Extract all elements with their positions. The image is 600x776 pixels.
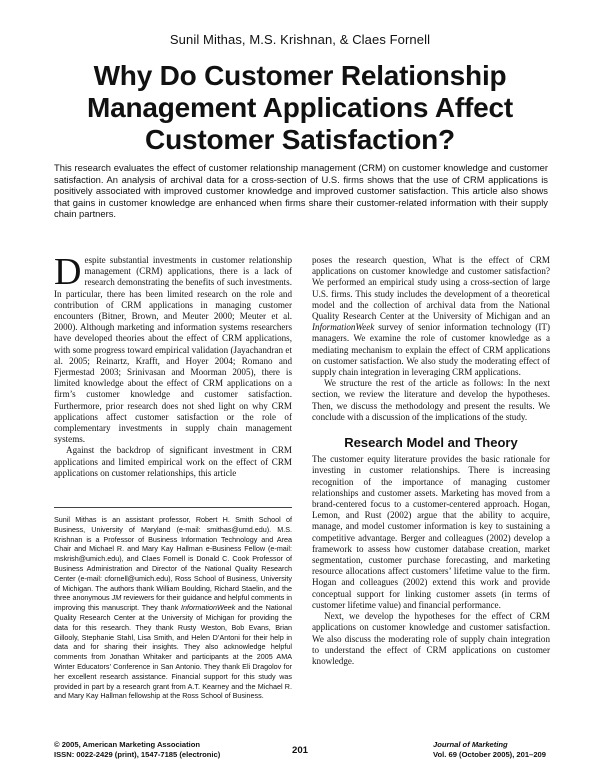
body-paragraph: Next, we develop the hypotheses for the effect of CRM applications on customer knowledge and customer satisfaction. We also discuss the moderating role of supply chain integration to understand the effect of CRM applications on customer knowledge. <box>312 611 550 666</box>
drop-cap: D <box>54 251 82 293</box>
volume-line: Vol. 69 (October 2005), 201–209 <box>433 750 546 759</box>
footnote-text-italic: InformationWeek <box>180 603 236 613</box>
author-footnote <box>54 515 292 701</box>
footnote-divider <box>54 507 292 508</box>
footnote-text: Sunil Mithas is an assistant professor, Robert H. Smith School of Business, University of Maryland (e-mail: smithas@umd.edu). M.S. Krishnan is a Professor of Business Information Technology and Area Chair and Michael R. and Mary Kay Hallman e-Business Fellow (e-mail: mskrish@umich.edu), and Claes Fornell is Donald C. Cook Professor of Business Administration and Director of the National Quality Research Center (e-mail: cfornell@umich.edu), Ross School of Business, University of Michigan. The authors thank William Boulding, Richard Staelin, and the three anonymous <box>54 515 292 603</box>
right-column <box>312 255 550 667</box>
body-text: poses the research question, What is the effect of CRM applications on customer knowledge and customer satisfaction? We performed an empirical study using a cross-section of large U.S. firms. This study includes the development of a theoretical model and the collection of archival data from the National Quality Research Center at the University of Michigan and an <box>312 255 550 322</box>
footer-journal-block <box>433 740 546 760</box>
body-paragraph <box>312 255 550 378</box>
intro-text: espite substantial investments in customer relationship management (CRM) applications, there is a lack of research demonstrating the benefits of such investments. In particular, there has been limited research on the role and contribution of CRM applications in managing customer encounters (Bitner, Brown, and Meuter 2000; Meuter et al. 2000). Although marketing and information systems researchers have developed theories about the effect of CRM applications, with some progress toward empirical validation (Jayachandran et al. 2005; Reinartz, Krafft, and Hoyer 2004; Romano and Fjermestad 2003; Srinivasan and Moorman 2005), there is limited knowledge about the effect of CRM applications on a firm’s customer knowledge and customer satisfaction. Furthermore, prior research does not shed light on why CRM applications affect customer satisfaction or the role of complementary investments in supply chain management systems. <box>54 255 292 445</box>
issn-line: ISSN: 0022-2429 (print), 1547-7185 (electronic) <box>54 750 221 759</box>
article-title <box>40 60 560 156</box>
footer-copyright-block <box>54 740 220 760</box>
journal-name: Journal of Marketing <box>433 740 508 749</box>
body-paragraph: Against the backdrop of significant investment in CRM applications and limited empirical work on the effect of CRM applications on customer relationships, this article <box>54 445 292 478</box>
title-line-2: Management Applications Affect <box>87 92 513 123</box>
footnote-text-italic: JM <box>111 593 122 603</box>
body-text-italic: InformationWeek <box>312 322 375 333</box>
body-text: survey of senior information technology (IT) managers. We examine the role of customer knowledge as a mediating mechanism to explain the effect of CRM applications on customer satisfaction. We also study the moderating effect of supply chain integration in leveraging CRM applications. <box>312 322 550 378</box>
left-column <box>54 251 292 479</box>
abstract: This research evaluates the effect of customer relationship management (CRM) on customer knowledge and customer satisfaction. An analysis of archival data for a cross-section of U.S. firms shows that the use of CRM applications is positively associated with improved customer knowledge and improved customer satisfaction. This article also shows that gains in customer knowledge are enhanced when firms share their customer-related information with their supply chain partners. <box>54 162 548 220</box>
section-heading: Research Model and Theory <box>344 435 518 451</box>
author-line: Sunil Mithas, M.S. Krishnan, & Claes Fornell <box>169 32 431 47</box>
body-paragraph: We structure the rest of the article as follows: In the next section, we review the literature and develop the hypotheses. Then, we discuss the methodology and present the results. We conclude with a discussion of the implications of the study. <box>312 378 550 422</box>
copyright-line: © 2005, American Marketing Association <box>54 740 200 749</box>
page-number: 201 <box>291 745 308 756</box>
footnote-text: reviewers for their guidance and helpful comments in improving this manuscript. They thank <box>54 593 292 613</box>
title-line-1: Why Do Customer Relationship <box>93 60 507 91</box>
intro-paragraph <box>54 251 292 445</box>
body-paragraph: The customer equity literature provides the basic rationale for investing in customer relationships. There is increasing recognition of the importance of managing customer relationships and customer assets. Marketing has moved from a brand-centered focus to a customer-centered approach. Hogan, Lemon, and Rust (2002) argue that the ability to acquire, manage, and model customer information is key to sustaining a competitive advantage. Berger and colleagues (2002) develop a framework to assess how customer database creation, market segmentation, customer purchase forecasting, and marketing resource allocations affect customers’ lifetime value to the firm. Hogan and colleagues (2002) extend this work and provide conceptual support for linking customer assets (in terms of customer lifetime value) and financial performance. <box>312 454 550 610</box>
title-line-3: Customer Satisfaction? <box>145 124 455 155</box>
footnote-text: and the National Quality Research Center at the University of Michigan for providing the data for this research. They thank Rusty Weston, Bob Evans, Brian Gillooly, Stephanie Stahl, Lisa Smith, and Helen D’Antoni for their help in data and for sharing their insights. They also acknowledge helpful comments from Jonathan Whitaker and participants at the 2005 AMA Winter Educators’ Conference in San Antonio. They thank Eli Dragolov for her excellent research assistance. Financial support for this study was provided in part by a research grant from A.T. Kearney and the Michael R. and Mary Kay Hallman fellowship at the Ross School of Business. <box>54 603 292 701</box>
